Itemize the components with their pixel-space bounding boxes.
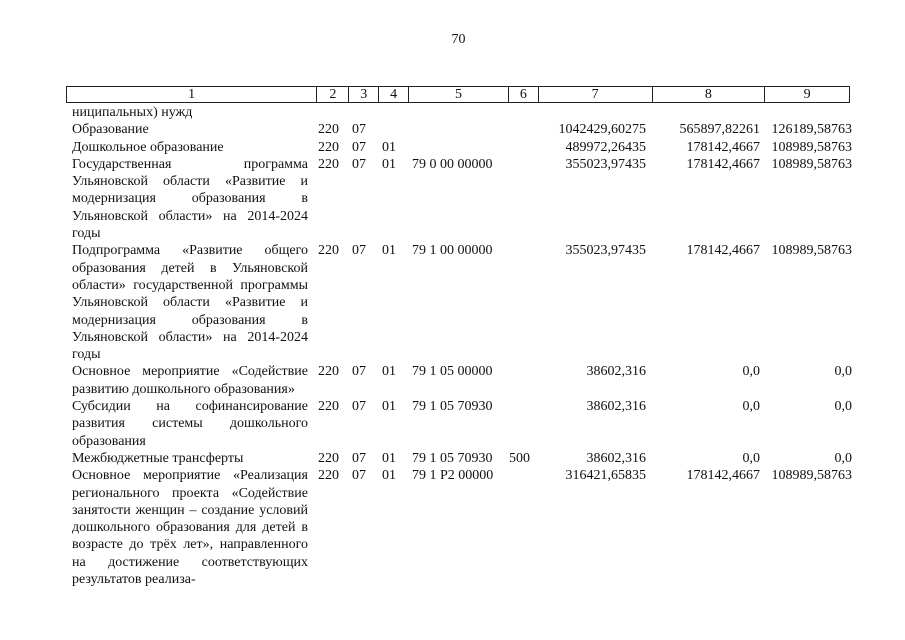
cell-amount-8: 178142,4667	[686, 468, 760, 484]
table-row	[72, 156, 852, 242]
row-description: Основное мероприятие «Реализация регионального проекта «Содействие занятости женщин – создание условий дошкольного образования для детей в возрасте до трёх лет», направленного на достижение соответствующих результатов реализа-	[72, 468, 308, 588]
header-col-7: 7	[539, 87, 653, 102]
cell-amount-9: 108989,58763	[771, 139, 852, 155]
cell-admin-code: 220	[318, 122, 339, 138]
header-col-9: 9	[803, 87, 811, 102]
cell-amount-7: 316421,65835	[565, 468, 646, 484]
cell-section: 07	[352, 156, 366, 172]
header-col-8: 8	[653, 87, 766, 102]
cell-amount-7: 38602,316	[586, 450, 646, 466]
cell-amount-9: 126189,58763	[771, 122, 852, 138]
cell-amount-9: 0,0	[834, 399, 852, 415]
row-description: Дошкольное образование	[72, 139, 224, 155]
cell-amount-7: 1042429,60275	[558, 122, 646, 138]
cell-admin-code: 220	[318, 243, 339, 259]
row-description: Основное мероприятие «Содействие развитию дошкольного образования»	[72, 364, 308, 397]
table-row	[72, 363, 852, 398]
table-row	[72, 139, 852, 156]
cell-section: 07	[352, 399, 366, 415]
row-description: Субсидии на софинансирование развития системы дошкольного образования	[72, 399, 308, 449]
cell-amount-8: 0,0	[742, 450, 760, 466]
cell-section: 07	[352, 243, 366, 259]
row-description: Образование	[72, 122, 149, 138]
cell-section: 07	[352, 450, 366, 466]
cell-subsection: 01	[382, 243, 396, 259]
cell-amount-8: 178142,4667	[686, 243, 760, 259]
table-row	[72, 398, 852, 450]
cell-admin-code: 220	[318, 450, 339, 466]
cell-subsection: 01	[382, 399, 396, 415]
cell-target-article: 79 0 00 00000	[412, 156, 493, 172]
cell-amount-9: 0,0	[834, 364, 852, 380]
cell-section: 07	[352, 122, 366, 138]
cell-target-article: 79 1 05 70930	[412, 399, 493, 415]
cell-subsection: 01	[382, 364, 396, 380]
cell-amount-9: 108989,58763	[771, 468, 852, 484]
header-col-1: 1	[67, 87, 317, 102]
cell-subsection: 01	[382, 156, 396, 172]
header-col-3: 3	[349, 87, 379, 102]
cell-target-article: 79 1 05 70930	[412, 450, 493, 466]
row-description: Подпрограмма «Развитие общего образования детей в Ульяновской области» государственной программы Ульяновской области «Развитие и модернизация образования в Ульяновской области» на 2014-2024 годы	[72, 243, 308, 363]
cell-section: 07	[352, 139, 366, 155]
header-col-2: 2	[317, 87, 349, 102]
table-row	[72, 121, 852, 138]
cell-target-article: 79 1 00 00000	[412, 243, 493, 259]
cell-amount-9: 108989,58763	[771, 243, 852, 259]
cell-amount-8: 0,0	[742, 399, 760, 415]
cell-subsection: 01	[382, 450, 396, 466]
cell-amount-8: 178142,4667	[686, 156, 760, 172]
cell-amount-8: 178142,4667	[686, 139, 760, 155]
header-col-5: 5	[409, 87, 509, 102]
cell-admin-code: 220	[318, 156, 339, 172]
cell-amount-8: 0,0	[742, 364, 760, 380]
cell-subsection: 01	[382, 468, 396, 484]
table-row	[72, 450, 852, 467]
header-col-6: 6	[509, 87, 539, 102]
row-description: Межбюджетные трансферты	[72, 450, 244, 466]
cell-admin-code: 220	[318, 399, 339, 415]
cell-amount-7: 355023,97435	[565, 156, 646, 172]
cell-amount-7: 38602,316	[586, 399, 646, 415]
table-row	[72, 467, 852, 588]
row-description: Государственная программа Ульяновской области «Развитие и модернизация образования в Ульяновской области» на 2014-2024 годы	[72, 156, 308, 242]
table-row	[72, 104, 852, 121]
cell-admin-code: 220	[318, 468, 339, 484]
cell-target-article: 79 1 05 00000	[412, 364, 493, 380]
table-header	[66, 86, 850, 103]
cell-amount-7: 38602,316	[586, 364, 646, 380]
cell-amount-8: 565897,82261	[679, 122, 760, 138]
cell-amount-9: 0,0	[834, 450, 852, 466]
cell-section: 07	[352, 364, 366, 380]
page-number: 70	[451, 32, 466, 47]
header-col-4: 4	[379, 87, 409, 102]
cell-target-article: 79 1 P2 00000	[412, 468, 494, 484]
cell-subsection: 01	[382, 139, 396, 155]
cell-expense-type: 500	[509, 450, 530, 466]
table-row	[72, 242, 852, 363]
cell-admin-code: 220	[318, 364, 339, 380]
row-description: ниципальных) нужд	[72, 105, 193, 120]
table-body	[72, 104, 852, 588]
cell-section: 07	[352, 468, 366, 484]
cell-admin-code: 220	[318, 139, 339, 155]
cell-amount-7: 355023,97435	[565, 243, 646, 259]
cell-amount-9: 108989,58763	[771, 156, 852, 172]
cell-amount-7: 489972,26435	[565, 139, 646, 155]
